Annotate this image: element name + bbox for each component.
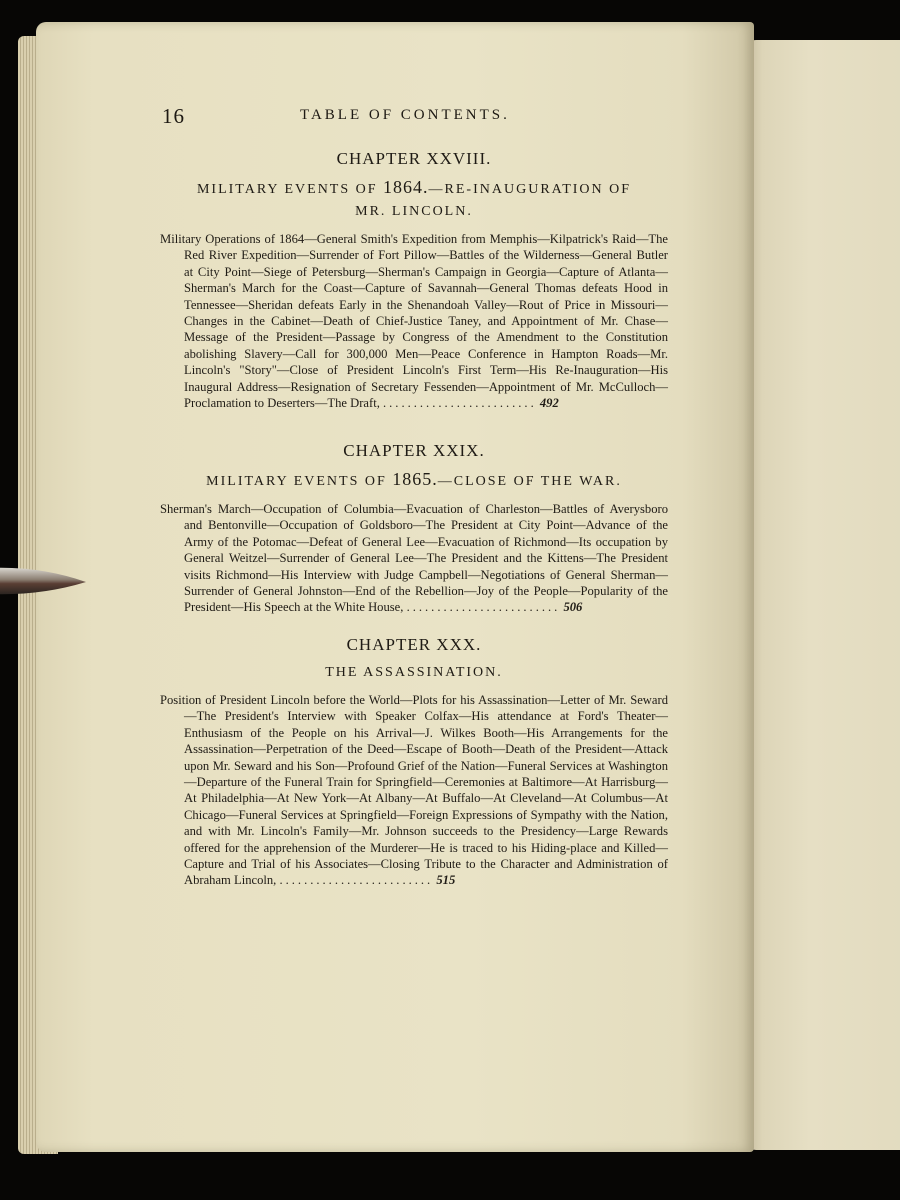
chapter-summary: Position of President Lincoln before the World—Plots for his Assassination—Letter of Mr. Seward—The President's Interview with Speaker Colfax—His attendance at Ford's Theater—Enthusiasm of the People on his Arrival—J. Wilkes Booth—His Arrangements for the Assassination—Perpetration of the Deed—Escape of Booth—Death of the President—Attack upon Mr. Seward and his Son—Profound Grief of the Nation—Funeral Services at Washington—Departure of the Funeral Train for Springfield—Ceremonies at Baltimore—At Harrisburg—At Philadelphia—At New York—At Albany—At Buffalo—At Cleveland—At Columbus—At Chicago—Funeral Services at Springfield—Foreign Expressions of Sympathy with the Nation, and with Mr. Lincoln's Family—Mr. Johnson succeeds to the Presidency—Large Rewards offered for the apprehension of the Murderer—He is traced to his Hiding-place and Killed—Capture and Trial of his Associates—Closing Tribute to the Character and Administration of Abraham Lincoln, ......................... 515 — [160, 693, 668, 888]
bookmark-pin-icon — [0, 560, 90, 600]
running-title: TABLE OF CONTENTS. — [300, 107, 510, 123]
chapter-title: MILITARY EVENTS OF 1864.—RE-INAUGURATION OF MR. LINCOLN. — [196, 177, 632, 219]
chapter-number: CHAPTER XXX. — [346, 635, 482, 654]
chapter-xxx — [160, 634, 668, 889]
chapter-page-ref: 506 — [563, 600, 583, 615]
chapter-xxviii — [160, 148, 668, 411]
facing-page — [742, 40, 900, 1150]
chapter-number: CHAPTER XXIX. — [343, 441, 485, 460]
page-number: 16 — [162, 104, 185, 128]
chapter-number: CHAPTER XXVIII. — [336, 149, 492, 168]
chapter-title: MILITARY EVENTS OF 1865.—CLOSE OF THE WAR. — [206, 469, 622, 489]
chapter-page-ref: 492 — [539, 396, 559, 411]
page-header — [160, 104, 680, 132]
chapter-summary: Military Operations of 1864—General Smith's Expedition from Memphis—Kilpatrick's Raid—The Red River Expedition—Surrender of Fort Pillow—Battles of the Wilderness—General Butler at City Point—Siege of Petersburg—Sherman's Campaign in Georgia—Capture of Atlanta—Sherman's March for the Coast—Capture of Savannah—General Thomas defeats Hood in Tennessee—Sheridan defeats Early in the Shenandoah Valley—Rout of Price in Missouri—Changes in the Cabinet—Death of Chief-Justice Taney, and Appointment of Mr. Chase—Message of the President—Passage by Congress of the Amendment to the Constitution abolishing Slavery—Call for 300,000 Men—Peace Conference in Hampton Roads—Mr. Lincoln's "Story"—Close of President Lincoln's First Term—His Re-Inauguration—His Inaugural Address—Resignation of Secretary Fessenden—Appointment of Mr. McCulloch—Proclamation to Deserters—The Draft, ......................... 492 — [160, 232, 668, 411]
chapter-xxix — [160, 440, 668, 616]
chapter-summary: Sherman's March—Occupation of Columbia—Evacuation of Charleston—Battles of Averysboro and Bentonville—Occupation of Goldsboro—The President at City Point—Advance of the Army of the Potomac—Defeat of General Lee—Evacuation of Richmond—Its occupation by General Weitzel—Surrender of General Lee—The President and the Kittens—The President visits Richmond—His Interview with Judge Campbell—Negotiations of General Sherman—Surrender of General Johnston—End of the Rebellion—Joy of the People—Popularity of the President—His Speech at the White House, ......................... 506 — [160, 502, 668, 615]
chapter-title: THE ASSASSINATION. — [325, 665, 503, 680]
chapter-page-ref: 515 — [436, 873, 456, 888]
